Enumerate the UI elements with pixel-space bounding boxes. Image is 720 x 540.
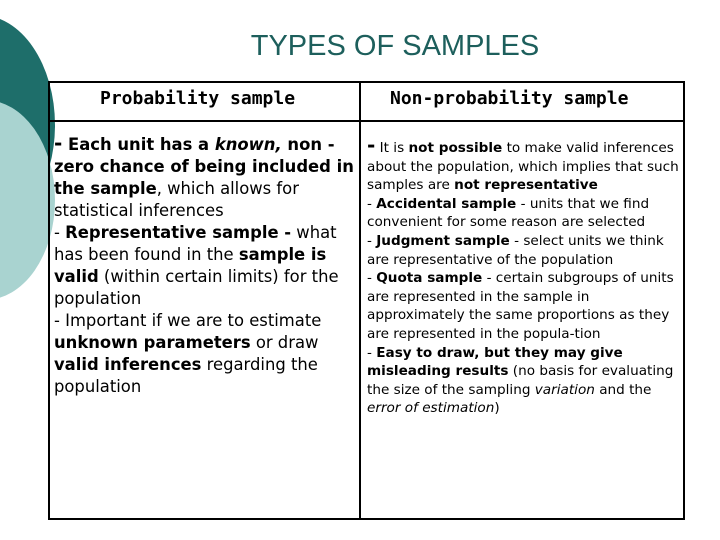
non-probability-point-3: - Judgment sample - select units we think are representative of the population [367, 232, 664, 268]
table-header-divider [48, 120, 685, 122]
probability-point-2: - Representative sample - what has been found in the sample is valid (within certain limits) for the population [54, 223, 339, 308]
non-probability-point-2: - Accidental sample - units that we find convenient for some reason are selected [367, 195, 650, 231]
header-non-probability-sample: Non-probability sample [390, 88, 629, 109]
table-column-divider [359, 81, 361, 520]
probability-point-1: - Each unit has a known, non -zero chance of being included in the sample, which allows for statistical inferences [54, 131, 354, 220]
non-probability-point-1: - It is not possible to make valid inferences about the population, which implies that such samples are not representative [367, 133, 679, 194]
slide-title: TYPES OF SAMPLES [250, 30, 540, 62]
header-probability-sample: Probability sample [100, 88, 296, 109]
non-probability-point-5: - Easy to draw, but they may give misleading results (no basis for evaluating the size of the sampling variation and the error of estimation) [367, 344, 674, 417]
non-probability-point-4: - Quota sample - certain subgroups of units are represented in the sample in approximately the same proportions as they are represented in the popula-tion [367, 270, 674, 342]
non-probability-column [367, 133, 679, 418]
probability-point-3: - Important if we are to estimate unknown parameters or draw valid inferences regarding the population [54, 311, 322, 396]
probability-column [54, 132, 358, 398]
